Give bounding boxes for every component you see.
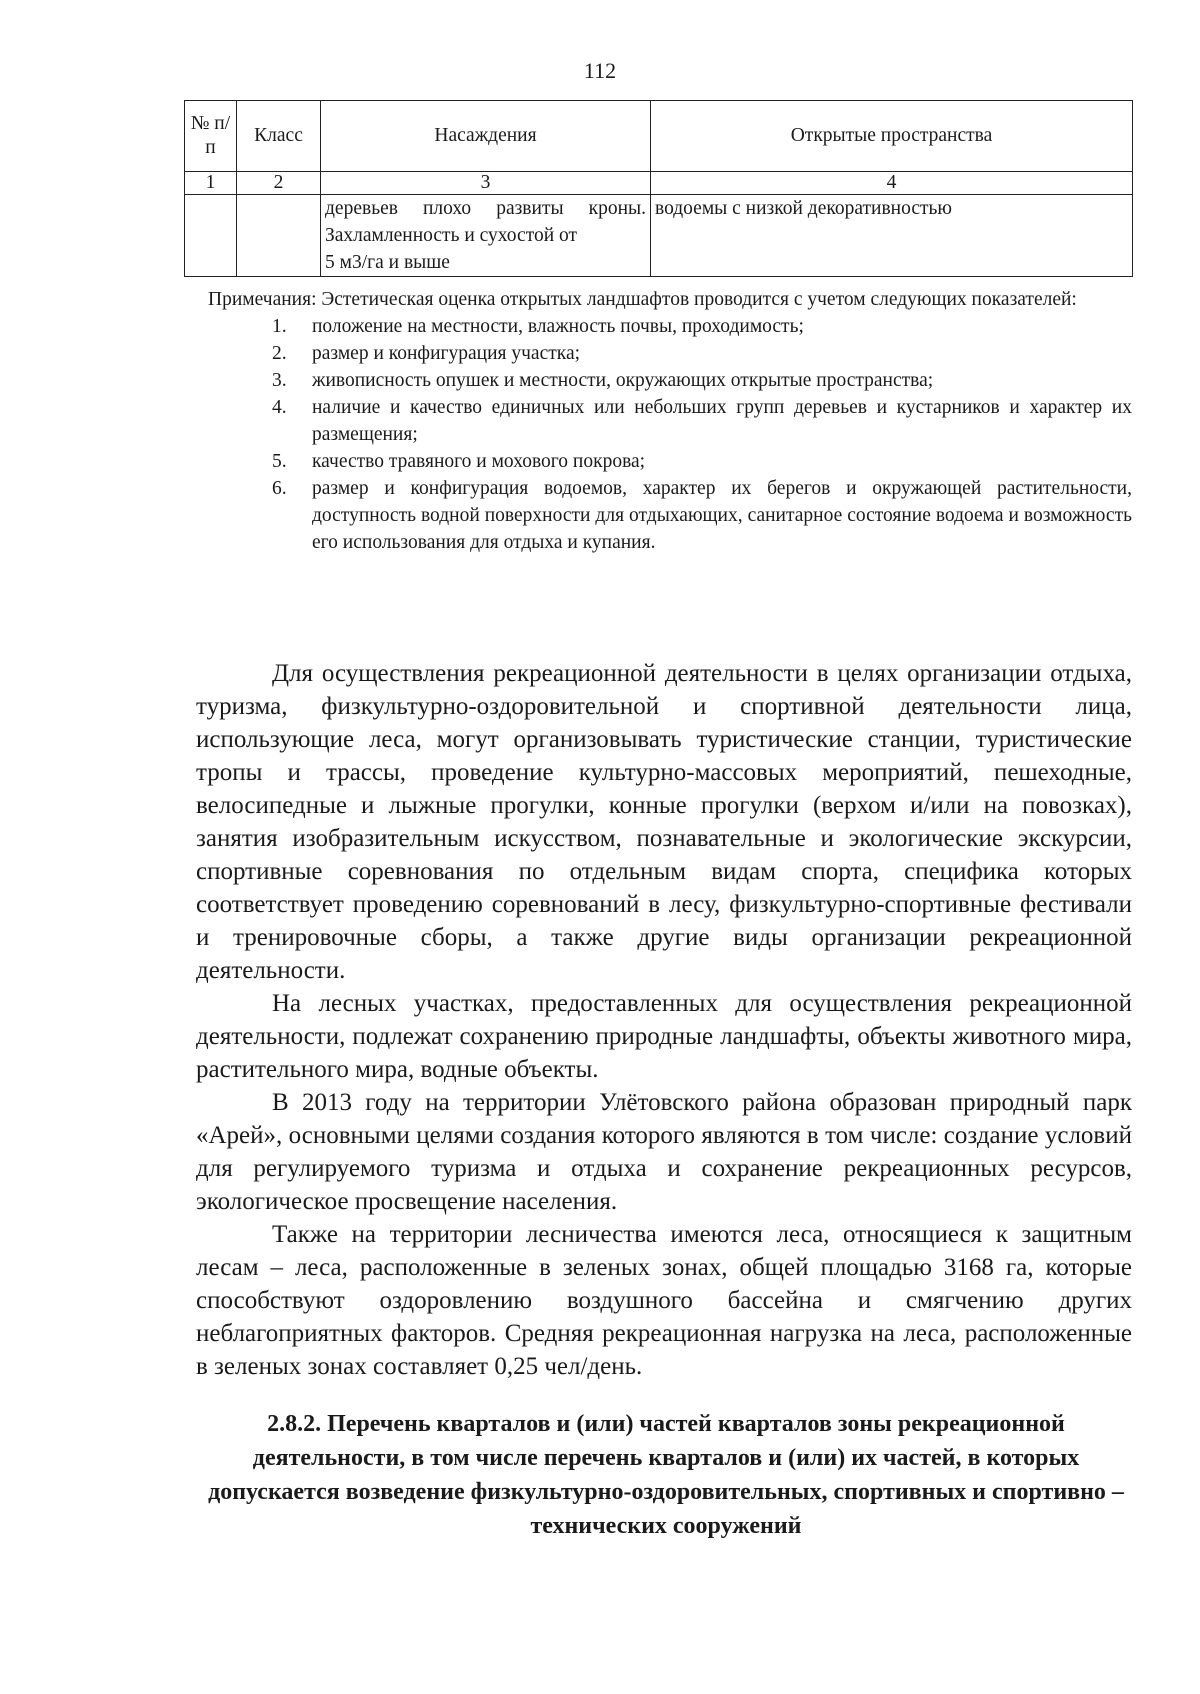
- list-item-number: 5.: [272, 451, 287, 472]
- header-number: № п/п: [185, 101, 237, 172]
- list-item-text: размер и конфигурация водоемов, характер их берегов и окружающей растительности, доступность водной поверхности для отдыхающих, санитарное состояние водоема и возможность его использования для отдыха и купания.: [312, 478, 1132, 553]
- notes-intro: Примечания: Эстетическая оценка открытых ландшафтов проводится с учетом следующих показателей:: [208, 289, 1077, 310]
- paragraph: Также на территории лесничества имеются леса, относящиеся к защитным лесам – леса, расположенные в зеленых зонах, общей площадью 3168 га, которые способствуют оздоровлению воздушного бассейна и смягчению других неблагоприятных факторов. Средняя рекреационная нагрузка на леса, расположенные в зеленых зонах составляет 0,25 чел/день.: [196, 1221, 1132, 1380]
- column-number: 3: [321, 172, 651, 195]
- table-row: [185, 195, 1133, 277]
- list-item: [196, 394, 1132, 448]
- column-number: 2: [237, 172, 321, 195]
- paragraph: Для осуществления рекреационной деятельности в целях организации отдыха, туризма, физкультурно-оздоровительной и спортивной деятельности лица, использующие леса, могут организовывать туристические станции, туристические тропы и трассы, проведение культурно-массовых мероприятий, пешеходные, велосипедные и лыжные прогулки, конные прогулки (верхом и/или на повозках), занятия изобразительным искусством, познавательные и экологические экскурсии, спортивные соревнования по отдельным видам спорта, специфика которых соответствует проведению соревнований в лесу, физкультурно-спортивные фестивали и тренировочные сборы, а также другие виды организации рекреационной деятельности.: [196, 660, 1132, 984]
- table-cell-number: [185, 195, 237, 277]
- page-number: 112: [583, 58, 617, 83]
- list-item: [196, 313, 1132, 340]
- section-heading: 2.8.2. Перечень кварталов и (или) частей кварталов зоны рекреационной деятельности, в том числе перечень кварталов и (или) их частей, в которых допускается возведение физкультурно-оздоровительных, спортивных и спортивно – технических сооружений: [208, 1411, 1124, 1539]
- list-item-text: наличие и качество единичных или небольших групп деревьев и кустарников и характер их размещения;: [312, 397, 1132, 445]
- table-cell-open-spaces: водоемы с низкой декоративностью: [651, 195, 1133, 277]
- list-item-text: положение на местности, влажность почвы, проходимость;: [312, 316, 804, 337]
- notes-list: [196, 313, 1132, 556]
- list-item-number: 1.: [272, 316, 287, 337]
- plantings-line: Захламленность и сухостой от: [325, 225, 578, 246]
- body-text: [196, 657, 1132, 1383]
- plantings-line: деревьев плохо развиты кроны.: [325, 198, 646, 219]
- header-open-spaces: Открытые пространства: [651, 101, 1133, 172]
- list-item-text: живописность опушек и местности, окружающих открытые пространства;: [312, 370, 934, 391]
- list-item-text: качество травяного и мохового покрова;: [312, 451, 646, 472]
- landscape-table: [184, 100, 1133, 277]
- header-class: Класс: [237, 101, 321, 172]
- table-cell-class: [237, 195, 321, 277]
- list-item-number: 3.: [272, 370, 287, 391]
- header-plantings: Насаждения: [321, 101, 651, 172]
- list-item-number: 2.: [272, 343, 287, 364]
- list-item-number: 4.: [272, 397, 287, 418]
- list-item-number: 6.: [272, 478, 287, 499]
- paragraph: В 2013 году на территории Улётовского района образован природный парк «Арей», основными целями создания которого являются в том числе: создание условий для регулируемого туризма и отдыха и сохранение рекреационных ресурсов, экологическое просвещение населения.: [196, 1089, 1132, 1215]
- paragraph: На лесных участках, предоставленных для осуществления рекреационной деятельности, подлежат сохранению природные ландшафты, объекты животного мира, растительного мира, водные объекты.: [196, 990, 1132, 1083]
- list-item: [196, 448, 1132, 475]
- table-column-numbers-row: [185, 172, 1133, 195]
- list-item-text: размер и конфигурация участка;: [312, 343, 581, 364]
- list-item: [196, 367, 1132, 394]
- plantings-line: 5 м3/га и выше: [325, 252, 450, 273]
- column-number: 4: [651, 172, 1133, 195]
- column-number: 1: [185, 172, 237, 195]
- table-cell-plantings: [321, 195, 651, 277]
- table-header-row: [185, 101, 1133, 172]
- notes-section: [196, 286, 1132, 556]
- list-item: [196, 475, 1132, 556]
- list-item: [196, 340, 1132, 367]
